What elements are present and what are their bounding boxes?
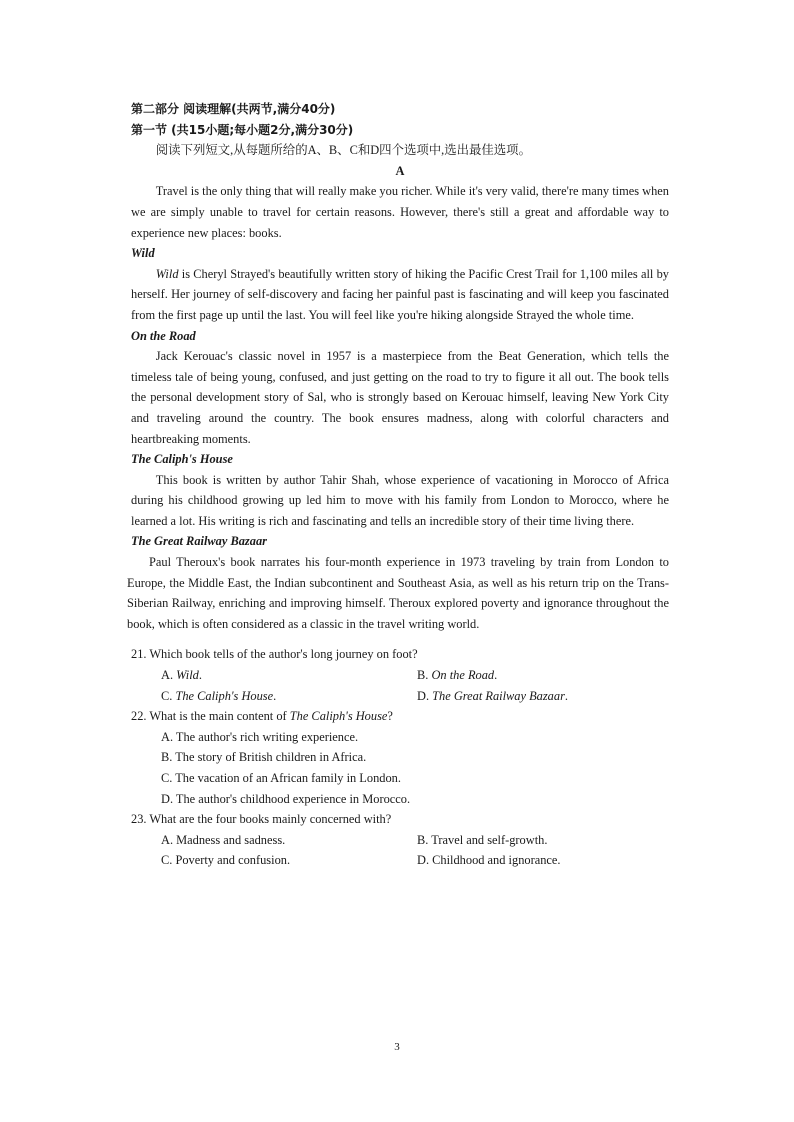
option-a: A. Wild. <box>161 668 202 683</box>
book-title-great-railway-bazaar: The Great Railway Bazaar <box>131 534 267 549</box>
question-23-options <box>131 830 669 871</box>
question-21: 21. Which book tells of the author's long journey on foot? <box>131 647 418 662</box>
section-title: 第一节 (共15小题;每小题2分,满分30分) <box>131 122 354 137</box>
option-c: C. The Caliph's House. <box>161 688 277 703</box>
page-number: 3 <box>394 1041 400 1053</box>
option-b: B. Travel and self-growth. <box>417 832 548 847</box>
question-21-options <box>131 665 669 706</box>
option-c: C. The vacation of an African family in London. <box>161 771 401 785</box>
reading-section <box>127 99 669 871</box>
book-description-on-the-road: Jack Kerouac's classic novel in 1957 is a masterpiece from the Beat Generation, which tells the timeless tale of being young, confused, and just getting on the road to try to figure it all out. The book tells the personal development story of Sal, who is strongly based on Kerouac himself, leaving New York City and traveling around the country. The book ensures madness, along with colorful characters and heartbreaking moments. <box>131 349 669 446</box>
instructions: 阅读下列短文,从每题所给的A、B、C和D四个选项中,选出最佳选项。 <box>155 143 531 158</box>
option-a: A. Madness and sadness. <box>161 832 286 847</box>
option-b: B. The story of British children in Africa. <box>161 750 367 765</box>
option-d: D. The Great Railway Bazaar. <box>417 688 568 703</box>
part-title: 第二部分 阅读理解(共两节,满分40分) <box>131 102 336 116</box>
option-d: D. The author's childhood experience in Morocco. <box>161 791 411 806</box>
option-b: B. On the Road. <box>417 668 498 683</box>
book-title-wild: Wild <box>131 246 155 261</box>
option-c: C. Poverty and confusion. <box>161 853 291 868</box>
passage-intro: Travel is the only thing that will really make you richer. While it's very valid, there're many times when we are simply unable to travel for certain reasons. However, there's still a great and affordable way to experience new places: books. <box>131 184 669 240</box>
option-a: A. The author's rich writing experience. <box>161 729 359 744</box>
book-title-caliphs-house: The Caliph's House <box>131 452 233 467</box>
option-d: D. Childhood and ignorance. <box>417 853 561 868</box>
book-description-great-railway-bazaar: Paul Theroux's book narrates his four-month experience in 1973 traveling by train from London to Europe, the Middle East, the Indian subcontinent and Southeast Asia, as well as his return trip on the Trans-Siberian Railway, enriching and improving himself. Theroux explored poverty and ignorance throughout the book, which is often considered as a classic in the travel writing world. <box>127 555 669 631</box>
question-23: 23. What are the four books mainly concerned with? <box>131 812 392 827</box>
book-text: is Cheryl Strayed's beautifully written story of hiking the Pacific Crest Trail for 1,100 miles all by herself. Her journey of self-discovery and facing her painful past is fascinating and will keep you fascinated from the first page up until the last. You will feel like you're hiking alongside Strayed the whole time. <box>131 266 669 322</box>
question-22: 22. What is the main content of The Caliph's House? <box>131 709 393 724</box>
book-description-caliphs-house: This book is written by author Tahir Shah, whose experience of vacationing in Morocco of Africa during his childhood growing up led him to move with his family from London to Morocco, where he learned a lot. His writing is rich and fascinating and tells an incredible story of their time living there. <box>131 472 669 528</box>
passage-letter: A <box>395 163 405 178</box>
book-title-inline: Wild <box>155 266 179 281</box>
book-title-on-the-road: On the Road <box>131 328 196 343</box>
book-description-wild <box>131 264 669 326</box>
